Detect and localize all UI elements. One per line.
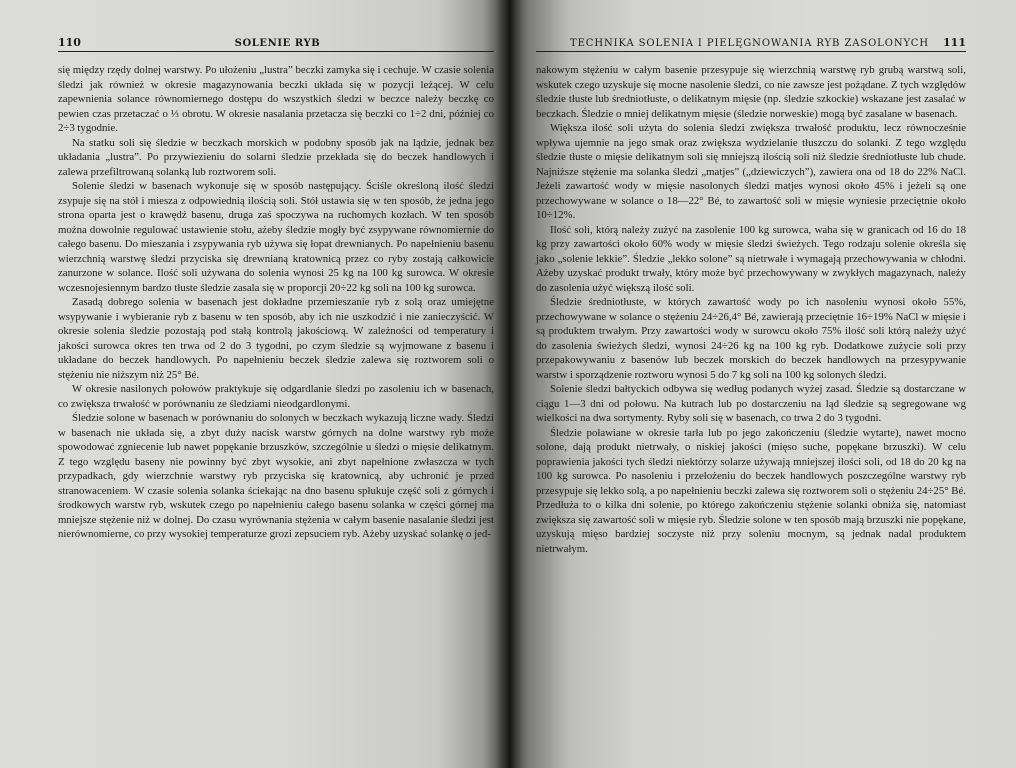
paragraph: Na statku soli się śledzie w beczkach morskich w podobny sposób jak na lądzie, jednak bez układania „lustra”. Po przywiezieniu do solarni śledzie przekłada się do beczek handlowych i zalewa przefiltrowaną solanką lub roztworem soli. — [58, 136, 494, 178]
paragraph: się między rzędy dolnej warstwy. Po ułożeniu „lustra” beczki zamyka się i cechuje. W czasie solenia śledzi jak również w okresie magazynowania beczki układa się w pozycji leżącej. W celu zapewnienia solance równomiernego dostępu do wszystkich śledzi w beczce należy beczkę co pewien czas przetaczać o ⅓ obrotu. W okresie nasalania przetacza się beczki co 1÷2 dni, później co 2÷3 tygodnie. — [58, 64, 494, 134]
right-page — [508, 0, 1016, 768]
paragraph: Śledzie poławiane w okresie tarła lub po jego zakończeniu (śledzie wytarte), nawet mocno solone, dają produkt nietrwały, o niskiej jakości (mięso suche, popękane brzuszki). W celu poprawienia jakości tych śledzi niektórzy solarze używają mniejszej ilości soli, od 18 do 20 kg na 100 kg surowca. Po nasoleniu i przełożeniu do beczek handlowych poszczególne warstwy ryb przesypuje się lekko solą, a po napełnieniu beczki zalewa się roztworem soli o stężeniu 24÷25° Bé. Przedłuża to o kilka dni solenie, po którego zakończeniu stężenie solanki obniża się, natomiast zwiększa się zawartość soli w mięsie ryb. Śledzie solone w ten sposób mają brzuszki nie popękane, uzyskują mięso bardziej soczyste niż przy soleniu mocnym, są jednak nadal produktem nietrwałym. — [536, 426, 966, 555]
paragraph: nakowym stężeniu w całym basenie przesypuje się wierzchnią warstwę ryb grubą warstwą soli, wskutek czego uzyskuje się mocne nasolenie śledzi, co nie zawsze jest pożądane. Z tych względów śledzie tłuste lub średniotłuste, o delikatnym mięsie (np. śledzie szkockie) wskazane jest zasalać w beczkach. Śledzie o mniej delikatnym mięsie (śledzie norweskie) mogą być zasalane w basenach. — [536, 64, 966, 120]
paragraph: Śledzie solone w basenach w porównaniu do solonych w beczkach wykazują liczne wady. Śledzi w basenach nie układa się, a zbyt duży nacisk warstw górnych na dolne warstwy ryb może spowodować zgniecenie lub nawet popękanie brzuszków, szczególnie u śledzi o mięsie delikatnym. Z tego względu baseny nie powinny być zbyt wysokie, ani zbyt napełnione zwłaszcza w tych przypadkach, gdy wierzchnie warstwy ryb przyciska się kratownicą, aby uchronić je przed stranowaceniem. W czasie solenia solanka ściekając na dno basenu spłukuje część soli z górnych i środkowych warstw ryb, wskutek czego po napełnieniu całego basenu solanka w części górnej ma mniejsze stężenie niż w dolnej. Do czasu wyrównania stężenia w całym basenie nasalanie śledzi jest nierównomierne, co przy wysokiej temperaturze grozi zepsuciem ryb. Ażeby uzyskać solankę o jed- — [58, 412, 494, 540]
paragraph: Zasadą dobrego solenia w basenach jest dokładne przemieszanie ryb z solą oraz umiejętne wsypywanie i wybieranie ryb z basenu w ten sposób, aby ich nie uszkodzić i nie zanieczyścić. W okresie solenia śledzie pozostają pod stałą kontrolą jakościową. W zależności od temperatury i jakości surowca okres ten trwa od 2 do 3 tygodni, po czym śledzie są wyjmowane z basenu i układane do beczek handlowych. Po napełnieniu beczek śledzie zalewa się roztworem soli o stężeniu nie niższym niż 25° Bé. — [58, 296, 494, 381]
right-running-title: TECHNIKA SOLENIA I PIELĘGNOWANIA RYB ZASOLONYCH — [570, 38, 929, 49]
left-running-head — [58, 36, 494, 52]
right-page-text — [536, 63, 966, 556]
left-page-number: 110 — [58, 36, 81, 49]
right-page-number: 111 — [943, 36, 966, 49]
left-running-title: SOLENIE RYB — [234, 38, 321, 49]
paragraph: Ilość soli, którą należy zużyć na zasolenie 100 kg surowca, waha się w granicach od 16 do 18 kg przy zawartości około 60% wody w mięsie śledzi świeżych. Tego rodzaju solenie określa się jako „solenie lekkie”. Śledzie „lekko solone” są nietrwałe i wymagają przechowywania w chłodni. Ażeby uzyskać produkt trwały, który może być przechowywany w zwykłych magazynach, należy do zasolenia użyć większą ilość soli. — [536, 223, 966, 294]
paragraph: Większa ilość soli użyta do solenia śledzi zwiększa trwałość produktu, lecz równocześnie wpływa ujemnie na jego smak oraz zwiększa wydzielanie tłuszczu do solanki. Z tego względu śledzie tłuste o mięsie delikatnym soli się mniejszą ilością soli niż śledzie średniotłuste lub chude. Najniższe stężenie ma solanka śledzi „matjes” („dziewiczych”), zawiera ona od 18 do 22% NaCl. Jeżeli zawartość wody w mięsie nasolonych śledzi matjes wynosi około 45% i jeżeli są one przechowywane w solance o 18—22° Bé, to zawartość soli w mięsie wyniesie przeciętnie około 10÷12%. — [536, 122, 966, 221]
paragraph: W okresie nasilonych połowów praktykuje się odgardlanie śledzi po zasoleniu ich w basenach, co zwiększa trwałość w porównaniu ze śledziami nieodgardlonymi. — [58, 383, 494, 410]
paragraph: Solenie śledzi w basenach wykonuje się w sposób następujący. Ściśle określoną ilość śledzi zsypuje się na stół i miesza z odpowiednią ilością soli. Stół ustawia się w ten sposób, że jedna jego strona oparta jest o krawędź basenu, druga zaś spoczywa na ruchomych kozłach. W ten sposób można dowolnie regulować ustawienie stołu, ażeby śledzie mogły być zsypywane równomiernie do całego basenu. Do mieszania i zsypywania ryb używa się łopat drewnianych. Po napełnieniu basenu wierzchnią warstwę śledzi przyciska się drewnianą kratownicą przez co ryby zostają całkowicie zanurzone w solance. Ilość soli używana do solenia wynosi 25 kg na 100 kg surowca. W okresie wczesnojesiennym bardzo tłuste śledzie zasala się w proporcji 20÷22 kg soli na 100 kg surowca. — [58, 180, 494, 294]
left-page-text — [58, 63, 494, 542]
right-running-head — [536, 36, 966, 52]
paragraph: Śledzie średniotłuste, w których zawartość wody po ich nasoleniu wynosi około 55%, przechowywane w solance o stężeniu 24÷26,4° Bé, zawierają przeciętnie 16÷19% NaCl w mięsie i są produktem trwałym. Przy zawartości wody w surowcu około 75% ilość soli którą należy użyć do zasolenia świeżych śledzi, wynosi 24÷26 kg na 100 kg ryb. Dodatkowe zużycie soli przy przepakowywaniu z basenów lub beczek morskich do beczek handlowych na przesypywanie warstw i sporządzenie roztworu wynosi 5 do 7 kg soli na 100 kg solonych śledzi. — [536, 296, 966, 381]
paragraph: Solenie śledzi bałtyckich odbywa się według podanych wyżej zasad. Śledzie są dostarczane w ciągu 1—3 dni od połowu. Na kutrach lub po dostarczeniu na ląd śledzie są segregowane wg wielkości na dwa sortymenty. Ryby soli się w basenach, co trwa 2 do 3 tygodni. — [536, 383, 966, 424]
